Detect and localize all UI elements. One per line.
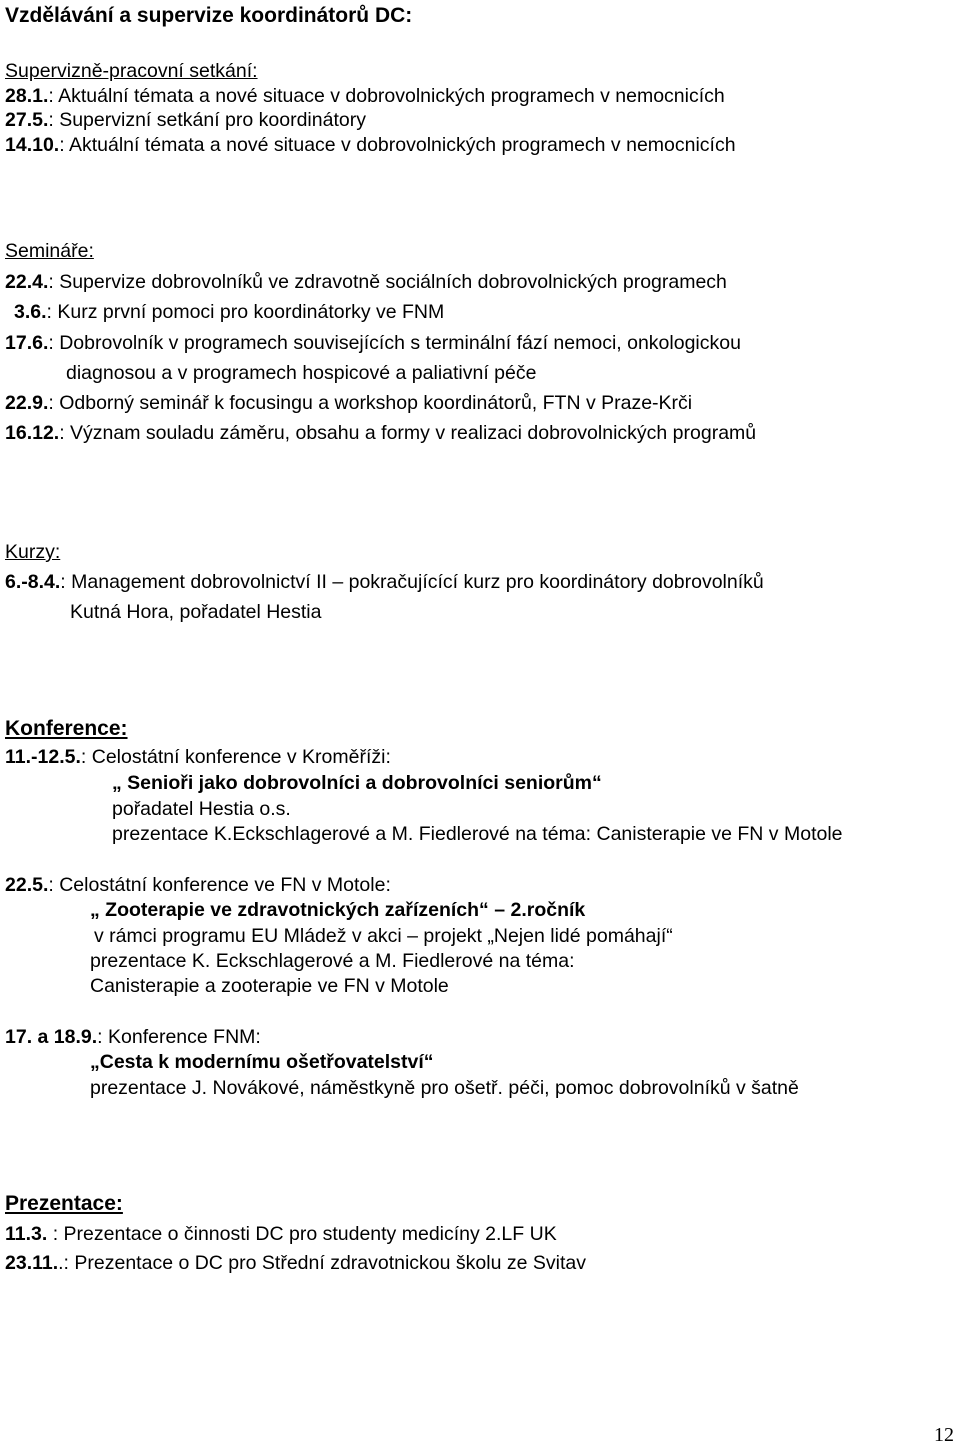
- list-item: 22.5.: Celostátní konference ve FN v Motole:: [5, 874, 391, 896]
- list-item: 22.4.: Supervize dobrovolníků ve zdravotně sociálních dobrovolnických programech: [5, 271, 727, 293]
- kurzy-heading: Kurzy:: [5, 541, 61, 563]
- list-item: 22.9.: Odborný seminář k focusingu a workshop koordinátorů, FTN v Praze-Krči: [5, 392, 693, 414]
- list-item: 14.10.: Aktuální témata a nové situace v dobrovolnických programech v nemocnicích: [5, 134, 736, 156]
- list-item: 11.-12.5.: Celostátní konference v Kroměříži:: [5, 746, 391, 768]
- list-item: 3.6.: Kurz první pomoci pro koordinátorky ve FNM: [14, 301, 445, 323]
- seminare-heading: Semináře:: [5, 240, 94, 262]
- prezentace-heading: Prezentace:: [5, 1192, 123, 1215]
- event-detail: prezentace J. Novákové, náměstkyně pro ošetř. péči, pomoc dobrovolníků v šatně: [90, 1077, 799, 1099]
- page-title: Vzdělávání a supervize koordinátorů DC:: [5, 4, 413, 27]
- list-item: 17.6.: Dobrovolník v programech souvisejících s terminální fází nemoci, onkologickou: [5, 332, 741, 354]
- event-detail: pořadatel Hestia o.s.: [112, 798, 291, 820]
- list-item: 23.11..: Prezentace o DC pro Střední zdravotnickou školu ze Svitav: [5, 1252, 586, 1274]
- list-item-continuation: Kutná Hora, pořadatel Hestia: [70, 601, 322, 623]
- event-detail: Canisterapie a zooterapie ve FN v Motole: [90, 975, 449, 997]
- event-subtitle: „ Zooterapie ve zdravotnických zařízeních“ – 2.ročník: [90, 899, 586, 921]
- list-item: 17. a 18.9.: Konference FNM:: [5, 1026, 261, 1048]
- konference-heading: Konference:: [5, 717, 128, 740]
- supervize-heading: Supervizně-pracovní setkání:: [5, 60, 258, 82]
- list-item: 11.3. : Prezentace o činnosti DC pro studenty medicíny 2.LF UK: [5, 1223, 557, 1245]
- list-item: 6.-8.4.: Management dobrovolnictví II – pokračujícící kurz pro koordinátory dobrovolníků: [5, 571, 764, 593]
- event-detail: v rámci programu EU Mládež v akci – projekt „Nejen lidé pomáhají“: [94, 925, 673, 947]
- list-item: 16.12.: Význam souladu záměru, obsahu a formy v realizaci dobrovolnických programů: [5, 422, 757, 444]
- list-item: 27.5.: Supervizní setkání pro koordinátory: [5, 109, 366, 131]
- event-detail: prezentace K. Eckschlagerové a M. Fiedlerové na téma:: [90, 950, 575, 972]
- page-number: 12: [934, 1424, 954, 1446]
- event-subtitle: „ Senioři jako dobrovolníci a dobrovolníci seniorům“: [112, 772, 602, 794]
- event-subtitle: „Cesta k modernímu ošetřovatelství“: [90, 1051, 434, 1073]
- list-item: 28.1.: Aktuální témata a nové situace v dobrovolnických programech v nemocnicích: [5, 85, 725, 107]
- event-detail: prezentace K.Eckschlagerové a M. Fiedlerové na téma: Canisterapie ve FN v Motole: [112, 823, 843, 845]
- list-item-continuation: diagnosou a v programech hospicové a paliativní péče: [66, 362, 537, 384]
